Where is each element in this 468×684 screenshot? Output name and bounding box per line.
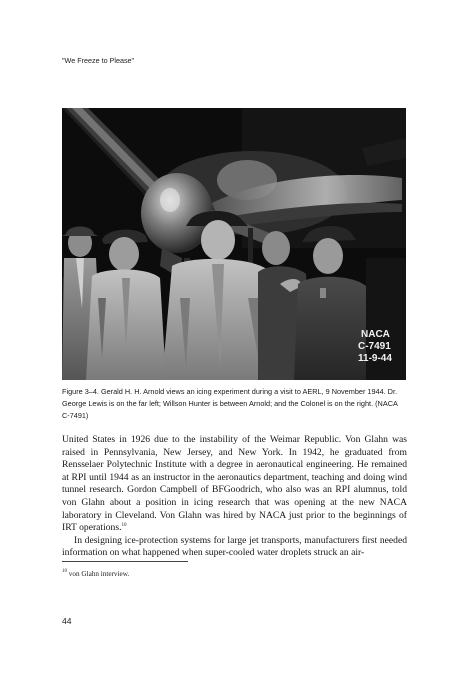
archival-photograph (62, 108, 406, 380)
naca-photo-stamp (358, 329, 392, 364)
footnote-text: von Glahn interview. (68, 570, 130, 578)
paragraph-2: In designing ice-protection systems for large jet transports, manufacturers first needed information on what happened when super-cooled water droplets struck an air- (62, 534, 407, 559)
running-head: "We Freeze to Please" (62, 56, 135, 65)
paragraph-1-text: United States in 1926 due to the instability of the Weimar Republic. Von Glahn was raised in Pennsylvania, New Jersey, and New York. In 1942, he graduated from Rensselaer Polytechnic Institute with a degree in aeronautical engineering. He remained at RPI until 1944 as an instructor in the aeronautics department, teaching and doing wind tunnel research. Gordon Campbell of BFGoodrich, who also was an RPI alumnus, told von Glahn about a position in icing research that was opening at the new NACA laboratory in Cleveland. Von Glahn was hired by NACA just prior to the beginnings of IRT operations. (62, 434, 407, 534)
footnote-divider (62, 561, 188, 562)
footnote-number: 10 (62, 569, 67, 574)
figure-caption: Figure 3–4. Gerald H. H. Arnold views an icing experiment during a visit to AERL, 9 November 1944. Dr. George Lewis is on the far left; Willson Hunter is between Arnold; and the Colonel is on the right. (NACA C-7491) (62, 387, 398, 420)
footnote (62, 570, 129, 578)
paragraph-1 (62, 434, 407, 535)
stamp-line-2: C-7491 (358, 341, 391, 352)
stamp-line-3: 11-9-44 (358, 353, 392, 364)
body-text (62, 434, 407, 560)
photo-scene (62, 108, 406, 380)
page-number: 44 (62, 616, 72, 626)
stamp-line-1: NACA (361, 329, 390, 340)
footnote-reference[interactable]: 10 (121, 523, 127, 529)
